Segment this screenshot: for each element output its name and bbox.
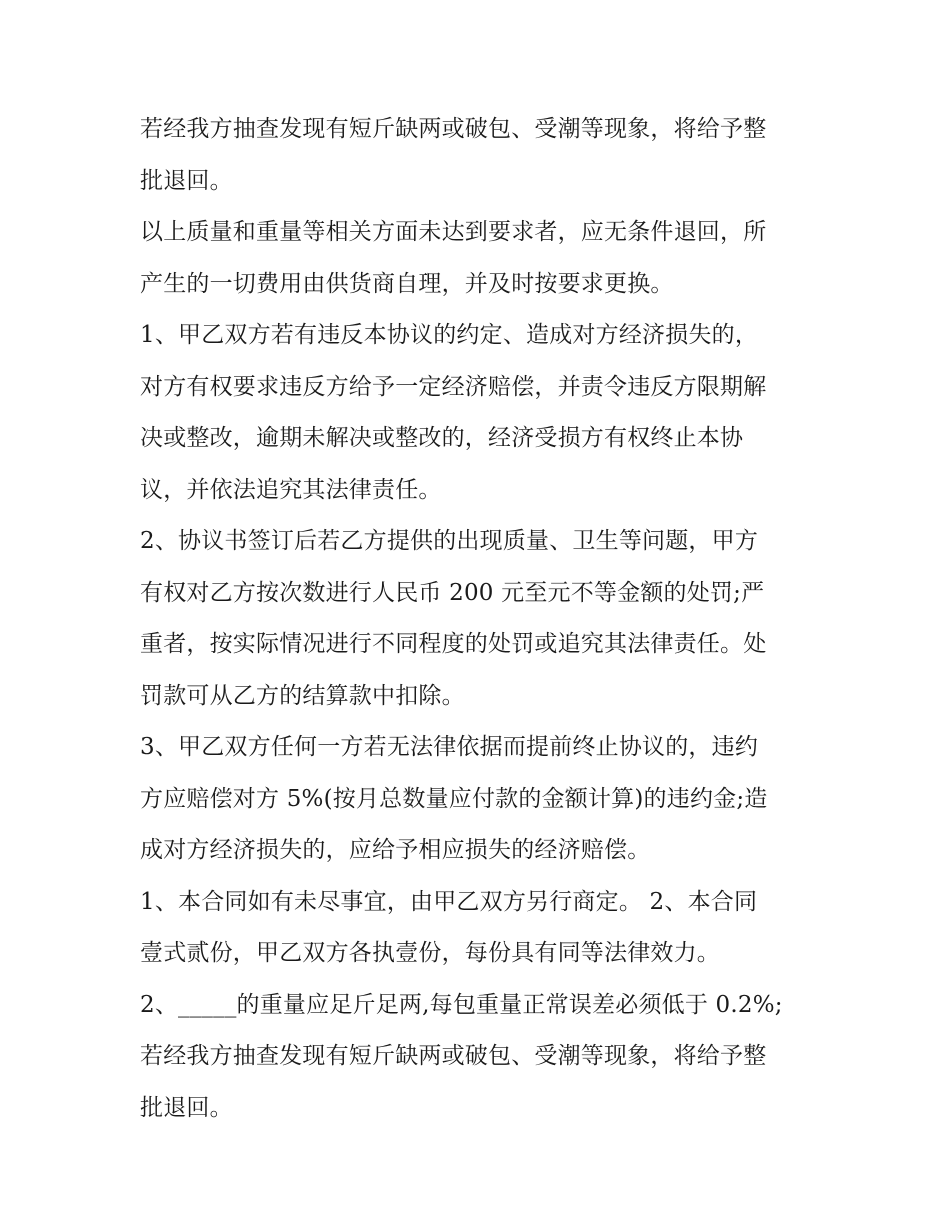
text-line: 罚款可从乙方的结算款中扣除。 [140, 682, 465, 709]
text-line: 若经我方抽查发现有短斤缺两或破包、受潮等现象，将给予整 [140, 1043, 767, 1069]
text-line: 2、_____的重量应足斤足两,每包重量正常误差必须低于 0.2%; [140, 991, 783, 1018]
text-line: 产生的一切费用由供货商自理，并及时按要求更换。 [140, 270, 674, 297]
text-line: 以上质量和重量等相关方面未达到要求者，应无条件退回，所 [140, 219, 767, 245]
text-line: 对方有权要求违反方给予一定经济赔偿，并责令违反方限期解 [140, 373, 767, 400]
text-line: 批退回。 [140, 167, 233, 194]
text-line: 2、协议书签订后若乙方提供的出现质量、卫生等问题，甲方 [140, 528, 759, 554]
text-line: 1、本合同如有未尽事宜，由甲乙双方另行商定。 2、本合同 [140, 888, 758, 915]
text-line: 3、甲乙双方任何一方若无法律依据而提前终止协议的，违约 [140, 734, 759, 760]
text-line: 壹式贰份，甲乙双方各执壹份，每份具有同等法律效力。 [140, 940, 720, 966]
text-line: 批退回。 [140, 1094, 233, 1121]
text-line: 若经我方抽查发现有短斤缺两或破包、受潮等现象，将给予整 [140, 116, 767, 142]
text-line: 决或整改，逾期未解决或整改的，经济受损方有权终止本协 [140, 425, 744, 451]
text-line: 有权对乙方按次数进行人民币 200 元至元不等金额的处罚;严 [140, 579, 765, 606]
text-line: 重者，按实际情况进行不同程度的处罚或追究其法律责任。处 [140, 631, 767, 657]
text-line: 1、甲乙双方若有违反本协议的约定、造成对方经济损失的， [140, 322, 759, 348]
text-line: 成对方经济损失的，应给予相应损失的经济赔偿。 [140, 837, 651, 863]
text-line: 方应赔偿对方 5%(按月总数量应付款的金额计算)的违约金;造 [140, 785, 768, 812]
text-line: 议，并依法追究其法律责任。 [140, 476, 442, 503]
document-body [140, 104, 820, 1134]
